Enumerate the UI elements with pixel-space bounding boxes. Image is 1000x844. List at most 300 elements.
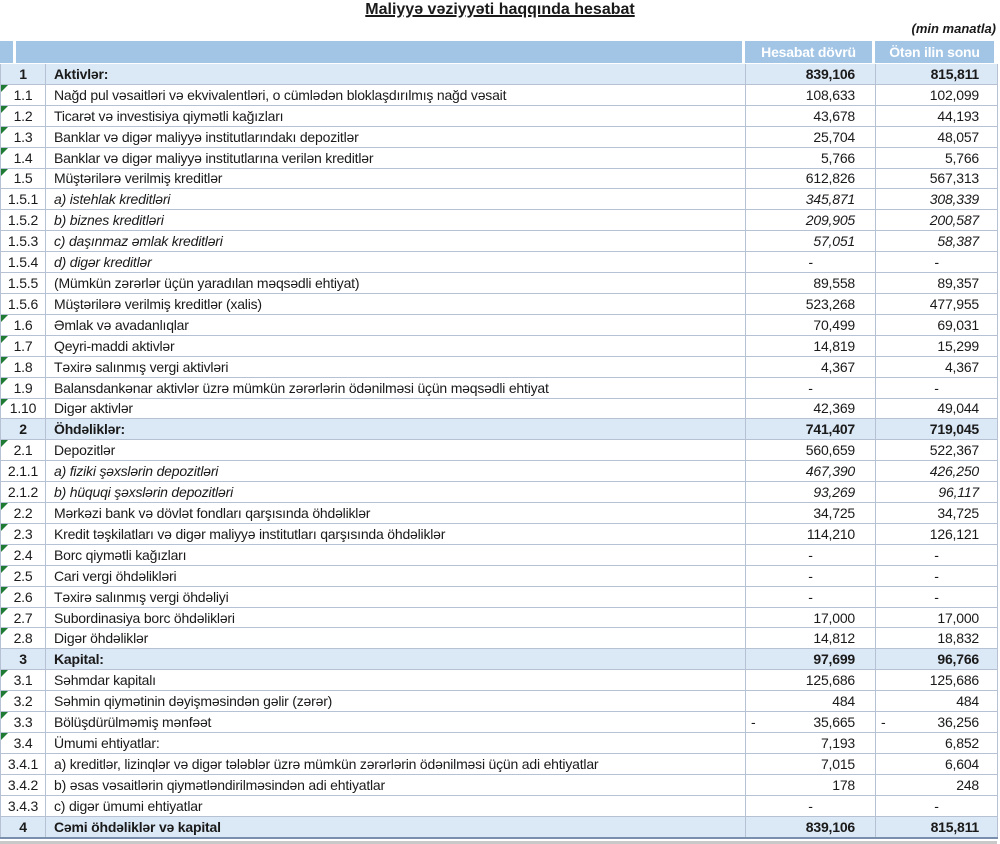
value-cell-current-period	[746, 503, 876, 523]
row-number: 1.5.6	[7, 295, 39, 312]
table-row	[0, 628, 998, 649]
cell-value: 114,210	[806, 525, 855, 542]
row-number: 1.10	[9, 400, 37, 417]
row-number: 3.4.1	[7, 755, 39, 772]
cell-value: 35,665	[813, 714, 855, 731]
row-number-cell	[0, 294, 46, 314]
error-indicator-icon	[1, 712, 8, 719]
row-number-cell	[0, 796, 46, 816]
row-label-cell: Bölüşdürülməmiş mənfəət	[46, 712, 746, 732]
value-cell-previous-period	[876, 294, 998, 314]
error-indicator-icon	[1, 315, 8, 322]
cell-value: 467,390	[805, 463, 855, 480]
value-cell-current-period	[746, 336, 876, 356]
cell-value: 522,367	[929, 442, 979, 459]
value-cell-current-period	[746, 169, 876, 189]
table-row	[0, 169, 998, 190]
cell-value: 248	[956, 776, 979, 793]
table-row	[0, 252, 998, 273]
column-header-current-period: Hesabat dövrü	[745, 41, 872, 63]
value-cell-previous-period	[876, 712, 998, 732]
table-row	[0, 775, 998, 796]
cell-value: 18,832	[937, 630, 979, 647]
row-number: 2.2	[13, 504, 33, 521]
row-label-cell: Kredit təşkilatları və digər maliyyə institutları qarşısında öhdəliklər	[46, 524, 746, 544]
table-bottom-shadow	[0, 841, 997, 844]
row-number: 1.4	[13, 149, 33, 166]
minus-sign: -	[751, 714, 756, 731]
row-label-cell: (Mümkün zərərlər üçün yaradılan məqsədli ehtiyat)	[46, 273, 746, 293]
table-row	[0, 587, 998, 608]
value-cell-current-period	[746, 796, 876, 816]
row-label-cell: c) digər ümumi ehtiyatlar	[46, 796, 746, 816]
error-indicator-icon	[1, 357, 8, 364]
row-label-cell: b) hüquqi şəxslərin depozitləri	[46, 482, 746, 502]
row-label-cell: Təxirə salınmış vergi öhdəliyi	[46, 587, 746, 607]
value-cell-current-period	[746, 482, 876, 502]
row-number: 2.1.1	[7, 463, 39, 480]
value-cell-previous-period	[876, 419, 998, 439]
cell-value: -	[808, 379, 813, 396]
value-cell-current-period	[746, 733, 876, 753]
cell-value: -	[808, 254, 813, 271]
row-number-cell	[0, 189, 46, 209]
row-number: 2.4	[13, 546, 33, 563]
value-cell-previous-period	[876, 796, 998, 816]
cell-value: -	[934, 546, 939, 563]
row-label-cell: a) fiziki şəxslərin depozitləri	[46, 461, 746, 481]
value-cell-previous-period	[876, 691, 998, 711]
value-cell-previous-period	[876, 273, 998, 293]
row-label-cell: Səhmin qiymətinin dəyişməsindən gəlir (zərər)	[46, 691, 746, 711]
value-cell-previous-period	[876, 649, 998, 669]
cell-value: 7,015	[820, 755, 855, 772]
value-cell-current-period	[746, 608, 876, 628]
row-label-cell: Digər aktivlər	[46, 399, 746, 419]
error-indicator-icon	[1, 733, 8, 740]
cell-value: 36,256	[937, 714, 979, 731]
header-label-cell	[16, 41, 742, 63]
row-number-cell	[0, 210, 46, 230]
cell-value: 42,369	[813, 400, 855, 417]
value-cell-previous-period	[876, 252, 998, 272]
value-cell-previous-period	[876, 315, 998, 335]
cell-value: -	[934, 797, 939, 814]
row-number-cell	[0, 628, 46, 648]
row-number-cell	[0, 273, 46, 293]
error-indicator-icon	[1, 440, 8, 447]
value-cell-previous-period	[876, 545, 998, 565]
cell-value: 14,819	[813, 337, 855, 354]
cell-value: -	[808, 546, 813, 563]
table-row	[0, 482, 998, 503]
value-cell-current-period	[746, 399, 876, 419]
value-cell-current-period	[746, 524, 876, 544]
table-row	[0, 461, 998, 482]
table-row	[0, 440, 998, 461]
value-cell-current-period	[746, 587, 876, 607]
table-row	[0, 106, 998, 127]
cell-value: 567,313	[929, 170, 979, 187]
table-row	[0, 315, 998, 336]
value-cell-previous-period	[876, 189, 998, 209]
value-cell-previous-period	[876, 817, 998, 837]
value-cell-previous-period	[876, 127, 998, 147]
value-cell-current-period	[746, 754, 876, 774]
report-table-body	[0, 64, 998, 839]
value-cell-current-period	[746, 127, 876, 147]
value-cell-previous-period	[876, 628, 998, 648]
row-label-cell: Digər öhdəliklər	[46, 628, 746, 648]
cell-value: 15,299	[937, 337, 979, 354]
row-number: 2.3	[13, 525, 33, 542]
value-cell-previous-period	[876, 85, 998, 105]
row-number: 3.4.3	[7, 797, 39, 814]
value-cell-current-period	[746, 419, 876, 439]
header-corner-cell	[0, 41, 13, 63]
cell-value: 125,686	[929, 672, 979, 689]
cell-value: 815,811	[930, 65, 979, 82]
cell-value: 484	[832, 693, 855, 710]
cell-value: 34,725	[813, 504, 855, 521]
error-indicator-icon	[1, 378, 8, 385]
value-cell-current-period	[746, 273, 876, 293]
error-indicator-icon	[1, 169, 8, 176]
cell-value: 108,633	[805, 86, 855, 103]
cell-value: 89,558	[813, 275, 855, 292]
row-number-cell	[0, 440, 46, 460]
cell-value: 48,057	[937, 128, 979, 145]
cell-value: -	[934, 588, 939, 605]
value-cell-current-period	[746, 64, 876, 84]
table-row	[0, 64, 998, 85]
table-row	[0, 399, 998, 420]
row-label-cell: a) kreditlər, lizinqlər və digər tələblər üzrə mümkün zərərlərin ödənilməsi üçün adi ehtiyatlar	[46, 754, 746, 774]
row-label-cell: Nağd pul vəsaitləri və ekvivalentləri, o cümlədən bloklaşdırılmış nağd vəsait	[46, 85, 746, 105]
value-cell-current-period	[746, 440, 876, 460]
row-number: 3.2	[13, 693, 33, 710]
cell-value: 34,725	[937, 504, 979, 521]
row-number: 1.3	[13, 128, 33, 145]
value-cell-previous-period	[876, 524, 998, 544]
row-number: 1.2	[13, 107, 33, 124]
value-cell-current-period	[746, 106, 876, 126]
cell-value: 96,766	[937, 651, 979, 668]
value-cell-current-period	[746, 210, 876, 230]
value-cell-current-period	[746, 189, 876, 209]
cell-value: -	[808, 797, 813, 814]
value-cell-current-period	[746, 649, 876, 669]
row-number: 2.8	[13, 630, 33, 647]
cell-value: 89,357	[937, 275, 979, 292]
row-number: 1.8	[13, 358, 33, 375]
row-number-cell	[0, 691, 46, 711]
value-cell-previous-period	[876, 461, 998, 481]
cell-value: 839,106	[805, 65, 855, 82]
value-cell-previous-period	[876, 148, 998, 168]
row-number-cell	[0, 503, 46, 523]
cell-value: -	[934, 379, 939, 396]
cell-value: 43,678	[813, 107, 855, 124]
table-row	[0, 294, 998, 315]
row-number: 1.5.3	[7, 233, 39, 250]
row-number: 3.3	[13, 714, 33, 731]
cell-value: 200,587	[929, 212, 979, 229]
error-indicator-icon	[1, 336, 8, 343]
row-label-cell: Öhdəliklər:	[46, 419, 746, 439]
value-cell-previous-period	[876, 587, 998, 607]
value-cell-current-period	[746, 378, 876, 398]
row-number: 1.9	[13, 379, 33, 396]
cell-value: 44,193	[937, 107, 979, 124]
value-cell-previous-period	[876, 336, 998, 356]
row-label-cell: Ticarət və investisiya qiymətli kağızları	[46, 106, 746, 126]
row-label-cell: Cari vergi öhdəlikləri	[46, 566, 746, 586]
cell-value: 4,367	[944, 358, 979, 375]
row-number-cell	[0, 378, 46, 398]
row-label-cell: Aktivlər:	[46, 64, 746, 84]
row-number-cell	[0, 775, 46, 795]
error-indicator-icon	[1, 545, 8, 552]
row-label-cell: Banklar və digər maliyyə institutlarındakı depozitlər	[46, 127, 746, 147]
row-label-cell: Borc qiymətli kağızları	[46, 545, 746, 565]
row-label-cell: Balansdankənar aktivlər üzrə mümkün zərərlərin ödənilməsi üçün məqsədli ehtiyat	[46, 378, 746, 398]
row-number-cell	[0, 461, 46, 481]
error-indicator-icon	[1, 106, 8, 113]
cell-value: -	[934, 254, 939, 271]
row-label-cell: Depozitlər	[46, 440, 746, 460]
row-number: 2.1.2	[7, 484, 39, 501]
row-number: 2.7	[13, 609, 33, 626]
cell-value: 484	[956, 693, 979, 710]
row-number-cell	[0, 64, 46, 84]
row-label-cell: b) biznes kreditləri	[46, 210, 746, 230]
row-number-cell	[0, 169, 46, 189]
table-row	[0, 754, 998, 775]
value-cell-current-period	[746, 712, 876, 732]
row-number: 1.5.5	[7, 275, 39, 292]
cell-value: 96,117	[938, 484, 979, 501]
row-number: 2.5	[13, 567, 33, 584]
value-cell-current-period	[746, 670, 876, 690]
row-number: 3.4.2	[7, 776, 39, 793]
row-number-cell	[0, 482, 46, 502]
table-row	[0, 524, 998, 545]
cell-value: 70,499	[813, 316, 855, 333]
row-label-cell: c) daşınmaz əmlak kreditləri	[46, 231, 746, 251]
minus-sign: -	[881, 714, 886, 731]
row-label-cell: Kapital:	[46, 649, 746, 669]
cell-value: 719,045	[929, 421, 979, 438]
cell-value: 14,812	[813, 630, 855, 647]
cell-value: 741,407	[805, 421, 855, 438]
table-row	[0, 733, 998, 754]
value-cell-current-period	[746, 252, 876, 272]
cell-value: 69,031	[937, 316, 979, 333]
column-header-previous-period: Ötən ilin sonu	[875, 41, 994, 63]
error-indicator-icon	[1, 670, 8, 677]
table-row	[0, 545, 998, 566]
row-number-cell	[0, 231, 46, 251]
cell-value: 523,268	[805, 295, 855, 312]
value-cell-previous-period	[876, 210, 998, 230]
table-row	[0, 273, 998, 294]
row-label-cell: Ümumi ehtiyatlar:	[46, 733, 746, 753]
row-label-cell: Təxirə salınmış vergi aktivləri	[46, 357, 746, 377]
table-row	[0, 189, 998, 210]
cell-value: 25,704	[813, 128, 855, 145]
error-indicator-icon	[1, 566, 8, 573]
value-cell-current-period	[746, 231, 876, 251]
row-label-cell: Səhmdar kapitalı	[46, 670, 746, 690]
row-number-cell	[0, 127, 46, 147]
table-row	[0, 231, 998, 252]
table-row	[0, 817, 998, 839]
table-row	[0, 148, 998, 169]
row-label-cell: a) istehlak kreditləri	[46, 189, 746, 209]
row-number: 1.5.2	[7, 212, 39, 229]
row-number: 2	[19, 421, 27, 438]
value-cell-previous-period	[876, 357, 998, 377]
error-indicator-icon	[1, 85, 8, 92]
row-number-cell	[0, 817, 46, 837]
row-number: 3	[19, 651, 27, 668]
row-label-cell: Müştərilərə verilmiş kreditlər (xalis)	[46, 294, 746, 314]
cell-value: 612,826	[805, 170, 855, 187]
row-number-cell	[0, 85, 46, 105]
value-cell-current-period	[746, 628, 876, 648]
cell-value: 560,659	[805, 442, 855, 459]
row-label-cell: b) əsas vəsaitlərin qiymətləndirilməsindən adi ehtiyatlar	[46, 775, 746, 795]
row-label-cell: Müştərilərə verilmiş kreditlər	[46, 169, 746, 189]
cell-value: 6,852	[944, 734, 979, 751]
value-cell-previous-period	[876, 231, 998, 251]
row-number: 1.5.1	[7, 191, 39, 208]
value-cell-current-period	[746, 566, 876, 586]
row-number-cell	[0, 148, 46, 168]
value-cell-previous-period	[876, 775, 998, 795]
value-cell-previous-period	[876, 440, 998, 460]
cell-value: 5,766	[944, 149, 979, 166]
cell-value: 4,367	[820, 358, 855, 375]
value-cell-current-period	[746, 817, 876, 837]
cell-value: 209,905	[805, 212, 855, 229]
row-number: 1.1	[13, 86, 33, 103]
cell-value: 477,955	[929, 295, 979, 312]
cell-value: 49,044	[937, 400, 979, 417]
value-cell-current-period	[746, 775, 876, 795]
value-cell-previous-period	[876, 482, 998, 502]
cell-value: -	[934, 567, 939, 584]
error-indicator-icon	[1, 148, 8, 155]
row-number: 3.4	[13, 734, 33, 751]
value-cell-previous-period	[876, 608, 998, 628]
value-cell-previous-period	[876, 670, 998, 690]
value-cell-current-period	[746, 545, 876, 565]
row-number: 4	[19, 818, 27, 835]
value-cell-previous-period	[876, 754, 998, 774]
cell-value: 426,250	[929, 463, 979, 480]
row-number-cell	[0, 754, 46, 774]
row-number-cell	[0, 545, 46, 565]
row-label-cell: Mərkəzi bank və dövlət fondları qarşısında öhdəliklər	[46, 503, 746, 523]
row-label-cell: d) digər kreditlər	[46, 252, 746, 272]
cell-value: 126,121	[929, 525, 979, 542]
cell-value: 125,686	[805, 672, 855, 689]
row-number-cell	[0, 357, 46, 377]
cell-value: -	[808, 567, 813, 584]
row-number: 1.6	[13, 316, 33, 333]
table-row	[0, 336, 998, 357]
cell-value: 17,000	[813, 609, 855, 626]
cell-value: 97,699	[813, 651, 855, 668]
cell-value: 839,106	[805, 818, 855, 835]
row-number: 3.1	[13, 672, 33, 689]
value-cell-current-period	[746, 691, 876, 711]
table-header-row	[0, 41, 998, 63]
table-row	[0, 712, 998, 733]
table-row	[0, 503, 998, 524]
cell-value: 58,387	[937, 233, 979, 250]
row-number-cell	[0, 399, 46, 419]
cell-value: 178	[832, 776, 855, 793]
row-number-cell	[0, 419, 46, 439]
value-cell-current-period	[746, 461, 876, 481]
table-row	[0, 85, 998, 106]
row-number: 2.6	[13, 588, 33, 605]
row-number: 1	[19, 65, 27, 82]
value-cell-current-period	[746, 315, 876, 335]
cell-value: 57,051	[813, 233, 855, 250]
row-number-cell	[0, 587, 46, 607]
table-row	[0, 608, 998, 629]
value-cell-current-period	[746, 357, 876, 377]
error-indicator-icon	[1, 127, 8, 134]
value-cell-previous-period	[876, 64, 998, 84]
table-row	[0, 210, 998, 231]
error-indicator-icon	[1, 399, 8, 406]
cell-value: 815,811	[930, 818, 979, 835]
cell-value: 308,339	[929, 191, 979, 208]
error-indicator-icon	[1, 503, 8, 510]
table-row	[0, 670, 998, 691]
cell-value: 7,193	[820, 734, 855, 751]
error-indicator-icon	[1, 608, 8, 615]
table-row	[0, 378, 998, 399]
table-row	[0, 419, 998, 440]
value-cell-current-period	[746, 85, 876, 105]
row-number-cell	[0, 315, 46, 335]
value-cell-previous-period	[876, 733, 998, 753]
table-row	[0, 357, 998, 378]
row-number-cell	[0, 336, 46, 356]
row-number-cell	[0, 649, 46, 669]
cell-value: 93,269	[813, 484, 855, 501]
cell-value: 102,099	[929, 86, 979, 103]
row-label-cell: Banklar və digər maliyyə institutlarına verilən kreditlər	[46, 148, 746, 168]
cell-value: 6,604	[944, 755, 979, 772]
table-row	[0, 127, 998, 148]
cell-value: -	[808, 588, 813, 605]
value-cell-previous-period	[876, 503, 998, 523]
value-cell-previous-period	[876, 106, 998, 126]
row-number-cell	[0, 670, 46, 690]
row-number: 1.5.4	[7, 254, 39, 271]
row-number-cell	[0, 733, 46, 753]
value-cell-previous-period	[876, 169, 998, 189]
page-title: Maliyyə vəziyyəti haqqında hesabat	[365, 1, 635, 18]
row-label-cell: Cəmi öhdəliklər və kapital	[46, 817, 746, 837]
